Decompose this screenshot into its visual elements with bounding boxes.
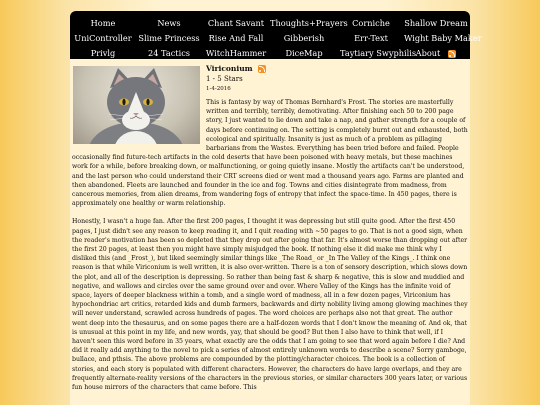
nav-news[interactable]: News (157, 18, 181, 28)
nav-dicemap[interactable]: DiceMap (285, 48, 323, 58)
nav-taytiary-swyphilis[interactable]: Taytiary Swyphilis (340, 48, 417, 58)
nav-home[interactable]: Home (90, 18, 116, 28)
post-title[interactable]: Viriconium (206, 64, 253, 73)
rss-icon (448, 50, 456, 58)
nav-thoughts-prayers[interactable]: Thoughts+Prayers (270, 18, 348, 28)
image-wrap-spacer (72, 98, 206, 146)
nav-rss-link[interactable] (444, 46, 456, 60)
nav-privlg[interactable]: Privlg (90, 48, 116, 58)
review-paragraph: Honestly, I wasn't a huge fan. After the first 200 pages, I thought it was depressing but still quite good. After the first 450 pages, I just didn't see any reason to keep reading it, and I quit reading with ~50 pages to go. That is not a good sign, when the reader's motivation has been so depleted that they drop out after going that far. It's almost worse than dropping out after the first 20 pages, at least then you might have simply misjudged the book. If nothing else it did make me think why I disliked this (and _Frost_), but liked seemingly similar things like _The Road_ or _In The Valley of the Kings_. I think one reason is that while Viriconium is well written, it is also over-written. There is a ton of sensory description, which slows down the plot, and all of the description is depressing. So rather than being fast & sharp & negative, this is slow and muddied and negative, and wallows and circles over the same ground over and over. Where Valley of the Kings has the infinite void of space, layers of deeper blackness within a tomb, and a single word of madness, all in a few dozen pages, Viriconium has hypochondriac art critics, retarded kids and dumb farmers, backwards and dirty nobility living among glowing machines they will never understand, scrawled across hundreds of pages. The word choices are perhaps also not that great. The author went deep into the thesaurus, and on some pages there are a half-dozen words that I don't know the meaning of. And ok, that is unusual at this point in my life, and new words, yay, that should be good? But then I also have to think that well, if I haven't seen this word before in 35 years, what exactly are the odds that I am going to see that word again before I die? And did it really add anything to the novel to pick a series of almost entirely unknown words to describe a scene? Sorry gamboge, bullace, and pthsis. The above problems are compounded by the plotting/character choices. The book is a collection of stories, and each story is populated with different characters. However, the characters do have large overlaps, and they are frequently alternate-reality versions of the characters in the previous stories, or similar characters 300 years later, or various fun house mirrors of the characters that came before. This (72, 218, 468, 392)
nav-row-1 (70, 16, 470, 30)
nav-corniche[interactable]: Corniche (352, 18, 390, 28)
nav-wight-baby-maker[interactable]: Wight Baby Maker (404, 33, 482, 43)
nav-row-2 (70, 31, 482, 45)
review-paragraph: This is fantasy by way of Thomas Bernhard's Frost. The stories are masterfully written and terribly, terribly, demotivating. After finishing each 50 to 200 page story, I just wanted to lie down and take a nap, and gather strength for a couple of days before continuing on. The setting is completely burnt out and exhausted, both ecological and spiritually. Insanity is just as much of a problem as pillaging barbarians from the Wastes. Everything has been tried before and failed. People occasionally find future-tech artifacts in the cold deserts that have been poisoned with heavy metals, but these machines work for a while, before breaking down, or malfunctioning, or going quietly insane. Mostly the artifacts can't be understood, and the last person who could understand their CRT screens died or went mad a thousand years ago. Farms are planted and then abandoned. Fleets are launched and founder in the ice and fog. Towns and cities disintegrate from madness, from cancerous memories, from alien dreams, from wandering fogs of entropy that infect the space-time. In 450 pages, there is approximately one healthy or warm relationship. (72, 99, 468, 208)
post-date: 1-4-2016 (206, 86, 231, 92)
nav-24-tactics[interactable]: 24 Tactics (147, 48, 190, 58)
nav-row-3 (70, 46, 470, 60)
post-meta (206, 64, 266, 94)
post-rating: 1 - 5 Stars (206, 75, 243, 83)
nav-witchhammer[interactable]: WitchHammer (205, 48, 267, 58)
nav-shallow-dream[interactable]: Shallow Dream (404, 18, 468, 28)
post-rss-icon[interactable] (258, 65, 266, 73)
nav-slime-princess[interactable]: Slime Princess (138, 33, 200, 43)
nav-about[interactable]: About (415, 48, 441, 58)
main-content (70, 59, 470, 405)
nav-unicontroller[interactable]: UniController (74, 33, 132, 43)
nav-chant-savant[interactable]: Chant Savant (207, 18, 265, 28)
nav-err-text[interactable]: Err-Text (354, 33, 388, 43)
nav-rise-and-fall[interactable]: Rise And Fall (208, 33, 264, 43)
review-body (72, 98, 468, 401)
top-navigation (70, 11, 482, 59)
nav-gibberish[interactable]: Gibberish (283, 33, 325, 43)
